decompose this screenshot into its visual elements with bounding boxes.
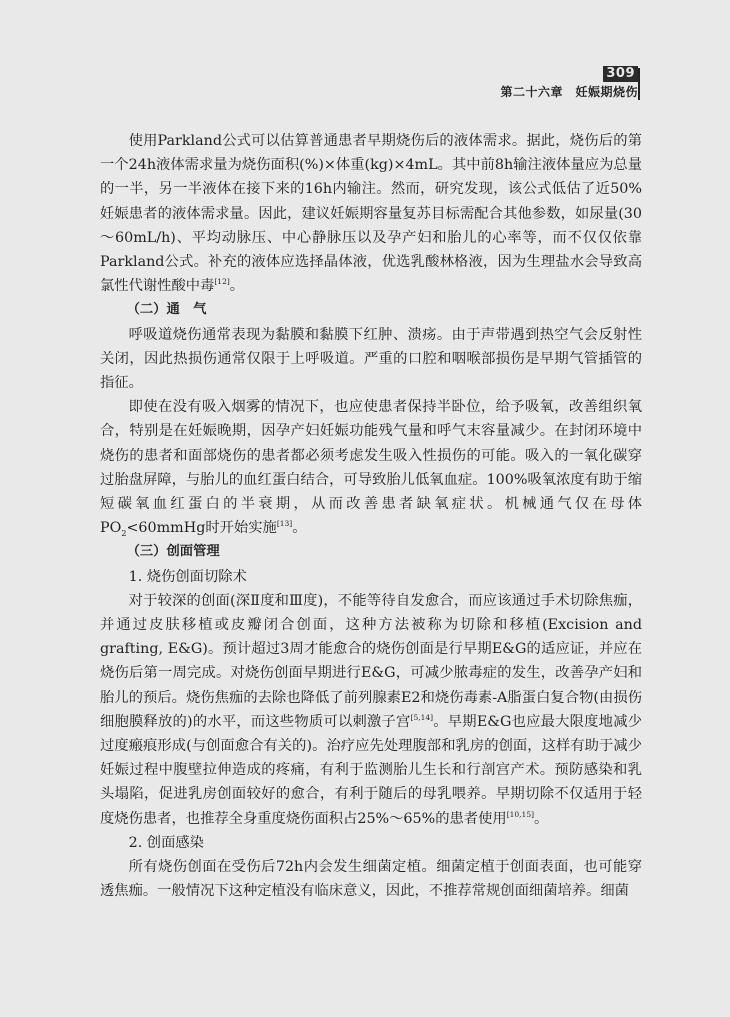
header-rule [638,68,640,100]
section-heading-wound-management: （三）创面管理 [126,544,220,560]
subheading-infection: 2. 创面感染 [128,834,204,851]
paragraph-oxygen: 即使在没有吸入烟雾的情况下，也应使患者保持半卧位，给予吸氧，改善组织氧合，特别是在妊娠晚期，因孕产妇妊娠功能残气量和呼气末容量减少。在封闭环境中烧伤的患者和面部烧伤的患者都必须考虑发生吸入性损伤的可能。吸入的一氧化碳穿过胎盘屏障，与胎儿的血红蛋白结合，可导致胎儿低氧血症。100%吸氧浓度有助于缩短碳氧血红蛋白的半衰期，从而改善患者缺氧症状。机械通气仅在母体$PO_2<60mmHg$时开始实施[13]。 [100,399,642,539]
paragraph-airway: 呼吸道烧伤通常表现为黏膜和黏膜下红肿、溃疡。由于声带遇到热空气会反射性关闭，因此热损伤通常仅限于上呼吸道。严重的口腔和咽喉部损伤是早期气管插管的指征。 [100,326,642,392]
paragraph-parkland: 使用Parkland公式可以估算普通患者早期烧伤后的液体需求。据此，烧伤后的第一个24h液体需求量为烧伤面积(%)×体重(kg)×4mL。其中前8h输注液体量应为总量的一半，另一半液体在接下来的16h内输注。然而，研究发现，该公式低估了近50%妊娠患者的液体需求量。因此，建议妊娠期容量复苏目标需配合其他参数，如尿量(30～60mL/h)、平均动脉压、中心静脉压以及孕产妇和胎儿的心率等，而不仅仅依靠Parkland公式。补充的液体应选择晶体液，优选乳酸林格液，因为生理盐水会导致高氯性代谢性酸中毒[12]。 [100,133,642,295]
page-number: 309 [603,66,638,82]
subscript: 2 [121,529,127,539]
citation: [13] [276,519,293,529]
subheading-excision: 1. 烧伤创面切除术 [128,568,247,585]
section-heading-ventilation: （二）通 气 [126,302,207,318]
chapter-title: 第二十六章 妊娠期烧伤 [500,85,638,99]
paragraph-infection: 所有烧伤创面在受伤后72h内会发生细菌定植。细菌定植于创面表面，也可能穿透焦痂。一般情况下这种定植没有临床意义，因此，不推荐常规创面细菌培养。细菌 [100,859,642,900]
citation: [5,14] [410,712,434,722]
citation: [10,15] [506,809,535,819]
body-text [100,129,642,904]
paragraph-excision: 对于较深的创面(深Ⅱ度和Ⅲ度)，不能等待自发愈合，而应该通过手术切除焦痂，并通过皮肤移植或皮瓣闭合创面，这种方法被称为切除和移植(Excision and grafting, E&G)。预计超过3周才能愈合的烧伤创面是行早期E&G的适应证，并应在烧伤后第一周完成。对烧伤创面早期进行E&G，可减少脓毒症的发生，改善孕产妇和胎儿的预后。烧伤焦痂的去除也降低了前列腺素E2和烧伤毒素-A脂蛋白复合物(由损伤细胞膜释放的)的水平，而这些物质可以刺激子宫[5,14]。早期E&G也应最大限度地减少过度瘢痕形成(与创面愈合有关的)。治疗应先处理腹部和乳房的创面，这样有助于减少妊娠过程中腹壁拉伸造成的疼痛，有利于监测胎儿生长和行剖宫产术。预防感染和乳头塌陷，促进乳房创面较好的愈合，有利于随后的母乳喂养。早期切除不仅适用于轻度烧伤患者，也推荐全身重度烧伤面积占25%～65%的患者使用[10,15]。 [100,592,642,827]
running-header [500,62,638,100]
citation: [12] [214,277,230,287]
